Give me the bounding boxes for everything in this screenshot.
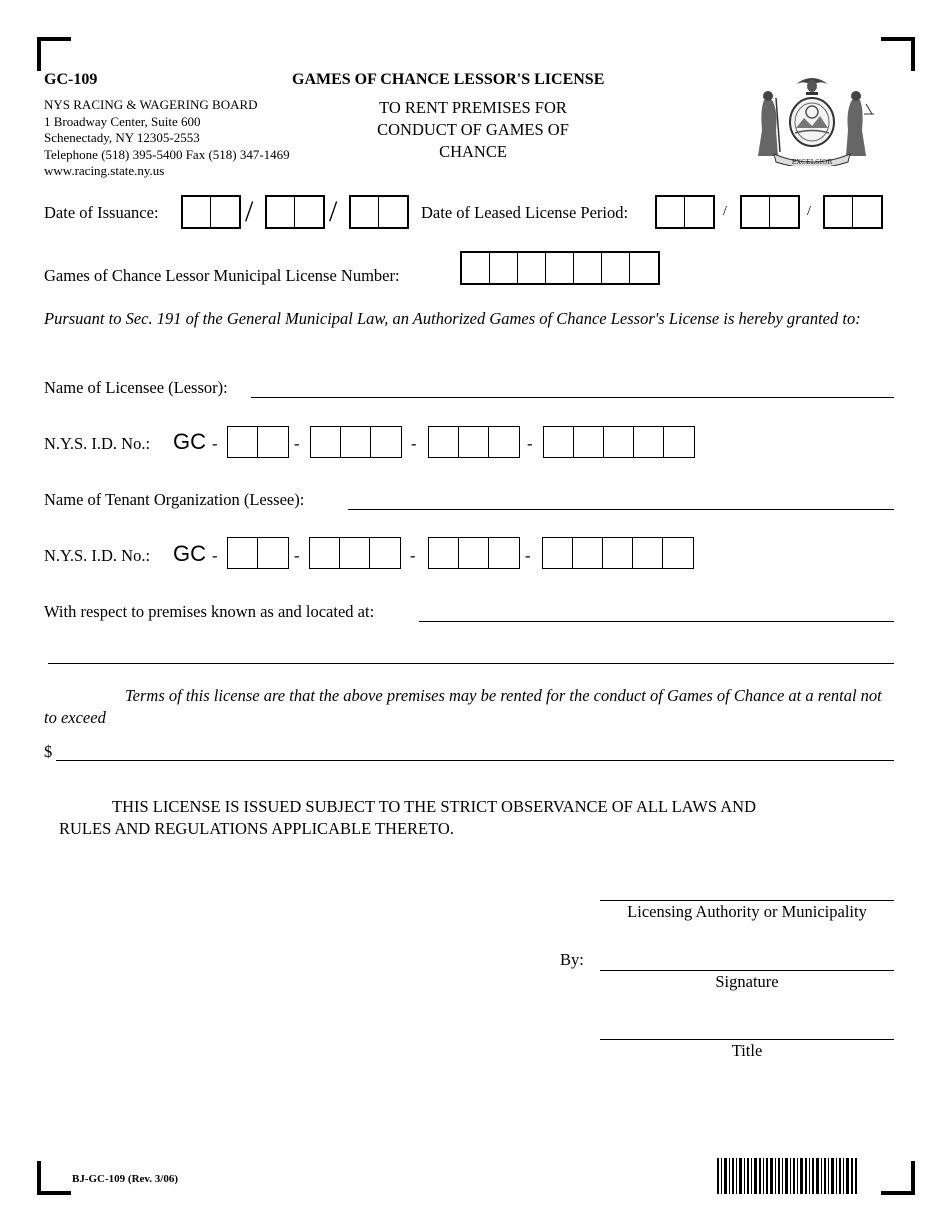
revision-code: BJ-GC-109 (Rev. 3/06) bbox=[72, 1173, 179, 1185]
title-label: Title bbox=[731, 1041, 763, 1060]
leased-period-label: Date of Leased License Period: bbox=[421, 203, 629, 222]
authority-line[interactable] bbox=[600, 900, 894, 901]
premises-line-1[interactable] bbox=[419, 621, 894, 622]
id-dash: - bbox=[212, 434, 218, 453]
licensee-name-label: Name of Licensee (Lessor): bbox=[44, 378, 228, 397]
tenant-nys-id-label: N.Y.S. I.D. No.: bbox=[44, 546, 151, 565]
corner-mark-bottom-left bbox=[37, 1161, 71, 1195]
seal-motto: EXCELSIOR bbox=[791, 158, 833, 166]
rental-amount-line[interactable] bbox=[56, 760, 894, 761]
leased-day-boxes[interactable] bbox=[740, 195, 800, 229]
municipal-license-boxes[interactable] bbox=[460, 251, 660, 285]
dollar-sign: $ bbox=[44, 742, 53, 761]
licensee-id-part4[interactable] bbox=[543, 426, 695, 458]
agency-website: www.racing.state.ny.us bbox=[44, 163, 165, 179]
form-number: GC-109 bbox=[44, 71, 98, 88]
id-dash: - bbox=[525, 546, 531, 565]
corner-mark-bottom-right bbox=[881, 1161, 915, 1195]
date-slash: / bbox=[329, 195, 338, 228]
id-dash: - bbox=[411, 434, 417, 453]
tenant-id-part3[interactable] bbox=[428, 537, 520, 569]
id-dash: - bbox=[410, 546, 416, 565]
date-of-issuance-label: Date of Issuance: bbox=[44, 203, 159, 222]
tenant-name-line[interactable] bbox=[348, 509, 894, 510]
gc-prefix: GC bbox=[173, 429, 206, 454]
tenant-id-part2[interactable] bbox=[309, 537, 401, 569]
id-dash: - bbox=[527, 434, 533, 453]
date-slash: / bbox=[723, 204, 727, 219]
licensee-id-part1[interactable] bbox=[227, 426, 289, 458]
premises-line-2[interactable] bbox=[48, 663, 894, 664]
barcode-icon bbox=[717, 1158, 857, 1199]
corner-mark-top-right bbox=[881, 37, 915, 71]
licensee-id-part3[interactable] bbox=[428, 426, 520, 458]
tenant-id-part1[interactable] bbox=[227, 537, 289, 569]
agency-address bbox=[44, 97, 290, 180]
signature-label: Signature bbox=[715, 972, 779, 991]
corner-mark-top-left bbox=[37, 37, 71, 71]
notice-line-2: RULES AND REGULATIONS APPLICABLE THERETO. bbox=[59, 819, 454, 838]
form-title: GAMES OF CHANCE LESSOR'S LICENSE bbox=[292, 71, 605, 88]
licensee-id-part2[interactable] bbox=[310, 426, 402, 458]
signature-line[interactable] bbox=[600, 970, 894, 971]
tenant-name-label: Name of Tenant Organization (Lessee): bbox=[44, 490, 305, 509]
agency-name: NYS RACING & WAGERING BOARD bbox=[44, 97, 258, 112]
issuance-year-boxes[interactable] bbox=[349, 195, 409, 229]
title-line[interactable] bbox=[600, 1039, 894, 1040]
notice-line-1: THIS LICENSE IS ISSUED SUBJECT TO THE STRICT OBSERVANCE OF ALL LAWS AND bbox=[112, 797, 756, 816]
premises-label: With respect to premises known as and located at: bbox=[44, 602, 375, 621]
issuance-month-boxes[interactable] bbox=[181, 195, 241, 229]
grant-statement: Pursuant to Sec. 191 of the General Municipal Law, an Authorized Games of Chance Lessor's License is hereby granted to: bbox=[44, 309, 861, 328]
licensee-nys-id-label: N.Y.S. I.D. No.: bbox=[44, 434, 151, 453]
form-subtitle: TO RENT PREMISES FOR CONDUCT OF GAMES OF CHANCE bbox=[377, 98, 569, 161]
terms-text: Terms of this license are that the above premises may be rented for the conduct of Games of Chance at a rental not to exceed bbox=[44, 686, 882, 727]
leased-month-boxes[interactable] bbox=[655, 195, 715, 229]
leased-year-boxes[interactable] bbox=[823, 195, 883, 229]
date-slash: / bbox=[245, 195, 254, 228]
state-seal-icon bbox=[748, 70, 876, 171]
date-slash: / bbox=[807, 204, 811, 219]
licensee-name-line[interactable] bbox=[251, 397, 894, 398]
gc-prefix: GC bbox=[173, 541, 206, 566]
agency-city: Schenectady, NY 12305-2553 bbox=[44, 130, 200, 146]
id-dash: - bbox=[294, 434, 300, 453]
by-label: By: bbox=[560, 950, 584, 969]
agency-street: 1 Broadway Center, Suite 600 bbox=[44, 113, 201, 129]
id-dash: - bbox=[212, 546, 218, 565]
municipal-license-label: Games of Chance Lessor Municipal License Number: bbox=[44, 266, 400, 285]
tenant-id-part4[interactable] bbox=[542, 537, 694, 569]
id-dash: - bbox=[294, 546, 300, 565]
authority-label: Licensing Authority or Municipality bbox=[627, 902, 867, 921]
issuance-day-boxes[interactable] bbox=[265, 195, 325, 229]
agency-phone: Telephone (518) 395-5400 Fax (518) 347-1469 bbox=[44, 146, 290, 162]
